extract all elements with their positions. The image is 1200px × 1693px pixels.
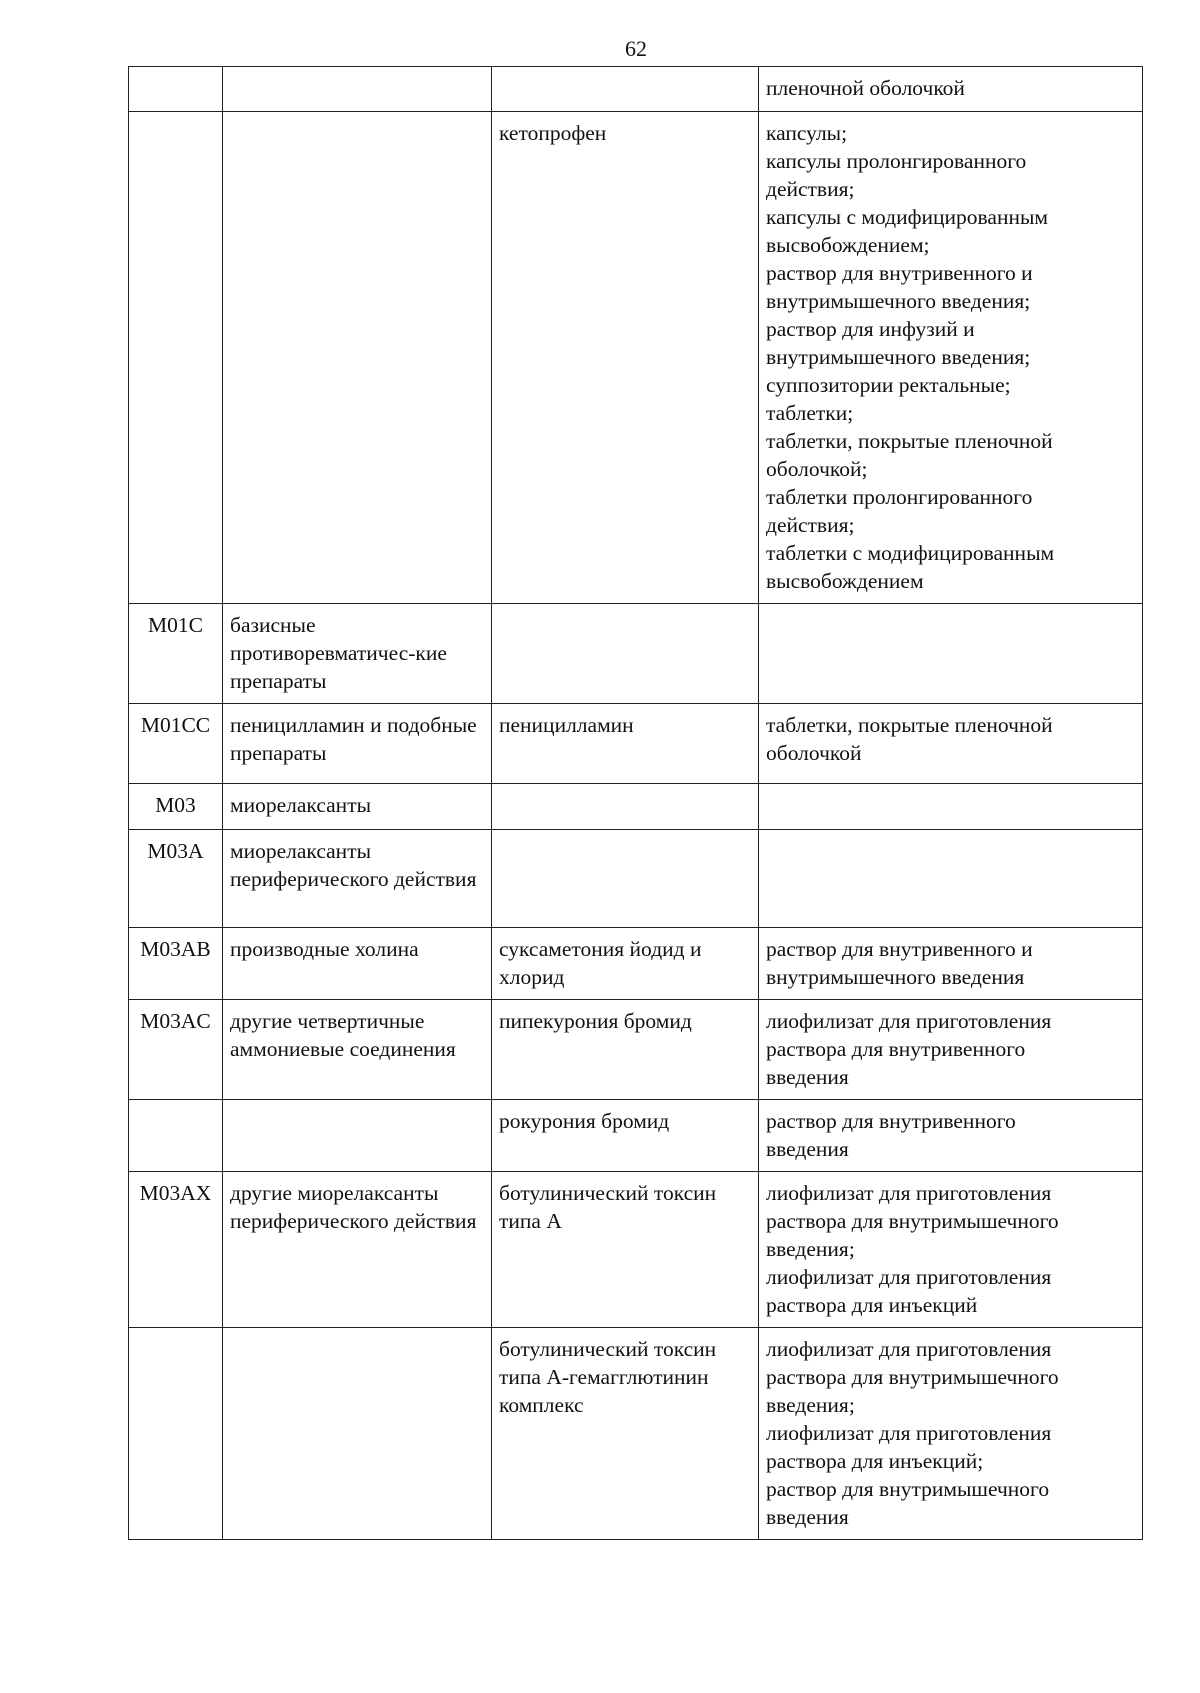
dosage-form-line: таблетки; (766, 401, 854, 425)
dosage-form-line: высвобождением; (766, 233, 930, 257)
dosage-form-line: внутримышечного введения; (766, 289, 1031, 313)
dosage-form-line: пленочной оболочкой (766, 76, 965, 100)
dosage-form-line: лиофилизат для приготовления (766, 1181, 1052, 1205)
drug-name-cell: суксаметония йодид и хлорид (492, 928, 759, 1000)
dosage-form-line: лиофилизат для приготовления (766, 1337, 1052, 1361)
dosage-form-line: раствор для внутривенного и (766, 937, 1033, 961)
atc-code-cell: M03A (129, 830, 223, 928)
drug-name-cell (492, 67, 759, 112)
dosage-form-line: таблетки, покрытые пленочной (766, 429, 1053, 453)
dosage-form-line: введения; (766, 1237, 855, 1261)
atc-code-cell: M01C (129, 604, 223, 704)
table-row (129, 67, 1143, 112)
drug-name-cell (492, 604, 759, 704)
anatomical-group-cell: миорелаксанты периферического действия (223, 830, 492, 928)
dosage-form-line: таблетки, покрытые пленочной (766, 713, 1053, 737)
drug-name-cell: рокурония бромид (492, 1100, 759, 1172)
dosage-form-cell (759, 112, 1143, 604)
atc-code-cell (129, 112, 223, 604)
anatomical-group-cell: производные холина (223, 928, 492, 1000)
drug-name-cell: ботулинический токсин типа А (492, 1172, 759, 1328)
dosage-form-line: высвобождением (766, 569, 924, 593)
drug-list-table (128, 66, 1143, 1540)
dosage-form-line: раствор для внутривенного и (766, 261, 1033, 285)
dosage-form-line: раствора для внутривенного (766, 1037, 1026, 1061)
atc-code-cell (129, 1328, 223, 1540)
dosage-form-line: капсулы пролонгированного (766, 149, 1027, 173)
table-body (129, 67, 1143, 1540)
dosage-form-line: раствор для внутримышечного (766, 1477, 1050, 1501)
table-row (129, 112, 1143, 604)
anatomical-group-cell: миорелаксанты (223, 784, 492, 830)
atc-code-cell: M01CC (129, 704, 223, 784)
table-row (129, 604, 1143, 704)
table-row (129, 928, 1143, 1000)
dosage-form-cell (759, 604, 1143, 704)
dosage-form-line: раствора для инъекций; (766, 1449, 984, 1473)
atc-code-cell: M03AX (129, 1172, 223, 1328)
table-row (129, 1000, 1143, 1100)
atc-code-cell: M03AB (129, 928, 223, 1000)
drug-name-cell: ботулинический токсин типа А-гемагглютинин комплекс (492, 1328, 759, 1540)
dosage-form-line: лиофилизат для приготовления (766, 1009, 1052, 1033)
drug-name-cell (492, 830, 759, 928)
table-row (129, 704, 1143, 784)
anatomical-group-cell (223, 1328, 492, 1540)
atc-code-cell: M03 (129, 784, 223, 830)
dosage-form-line: действия; (766, 177, 855, 201)
table-row (129, 1328, 1143, 1540)
dosage-form-line: лиофилизат для приготовления (766, 1265, 1052, 1289)
anatomical-group-cell: другие миорелаксанты периферического действия (223, 1172, 492, 1328)
dosage-form-line: действия; (766, 513, 855, 537)
anatomical-group-cell: пеницилламин и подобные препараты (223, 704, 492, 784)
dosage-form-line: суппозитории ректальные; (766, 373, 1011, 397)
table-row (129, 1172, 1143, 1328)
table-row (129, 830, 1143, 928)
dosage-form-cell (759, 928, 1143, 1000)
dosage-form-line: оболочкой (766, 741, 862, 765)
dosage-form-cell (759, 704, 1143, 784)
dosage-form-line: введения (766, 1505, 849, 1529)
page-number: 62 (625, 36, 647, 61)
drug-name-cell: пипекурония бромид (492, 1000, 759, 1100)
dosage-form-cell (759, 1000, 1143, 1100)
atc-code-cell (129, 1100, 223, 1172)
dosage-form-cell (759, 1328, 1143, 1540)
dosage-form-line: введения (766, 1065, 849, 1089)
dosage-form-line: капсулы; (766, 121, 848, 145)
anatomical-group-cell (223, 1100, 492, 1172)
anatomical-group-cell (223, 112, 492, 604)
dosage-form-line: раствор для внутривенного (766, 1109, 1016, 1133)
dosage-form-cell (759, 1100, 1143, 1172)
drug-name-cell (492, 784, 759, 830)
anatomical-group-cell: другие четвертичные аммониевые соединения (223, 1000, 492, 1100)
dosage-form-line: раствора для инъекций (766, 1293, 978, 1317)
atc-code-cell (129, 67, 223, 112)
dosage-form-line: введения; (766, 1393, 855, 1417)
dosage-form-line: раствора для внутримышечного (766, 1209, 1059, 1233)
dosage-form-cell (759, 784, 1143, 830)
drug-name-cell: кетопрофен (492, 112, 759, 604)
dosage-form-line: раствор для инфузий и (766, 317, 975, 341)
table-row (129, 784, 1143, 830)
dosage-form-line: раствора для внутримышечного (766, 1365, 1059, 1389)
dosage-form-line: капсулы с модифицированным (766, 205, 1049, 229)
dosage-form-line: оболочкой; (766, 457, 868, 481)
dosage-form-line: внутримышечного введения (766, 965, 1025, 989)
dosage-form-cell (759, 67, 1143, 112)
drug-name-cell: пеницилламин (492, 704, 759, 784)
dosage-form-line: введения (766, 1137, 849, 1161)
dosage-form-line: таблетки с модифицированным (766, 541, 1055, 565)
dosage-form-line: внутримышечного введения; (766, 345, 1031, 369)
atc-code-cell: M03AC (129, 1000, 223, 1100)
table-row (129, 1100, 1143, 1172)
anatomical-group-cell (223, 67, 492, 112)
anatomical-group-cell: базисные противоревматичес-кие препараты (223, 604, 492, 704)
dosage-form-line: лиофилизат для приготовления (766, 1421, 1052, 1445)
dosage-form-cell (759, 830, 1143, 928)
dosage-form-cell (759, 1172, 1143, 1328)
dosage-form-line: таблетки пролонгированного (766, 485, 1033, 509)
